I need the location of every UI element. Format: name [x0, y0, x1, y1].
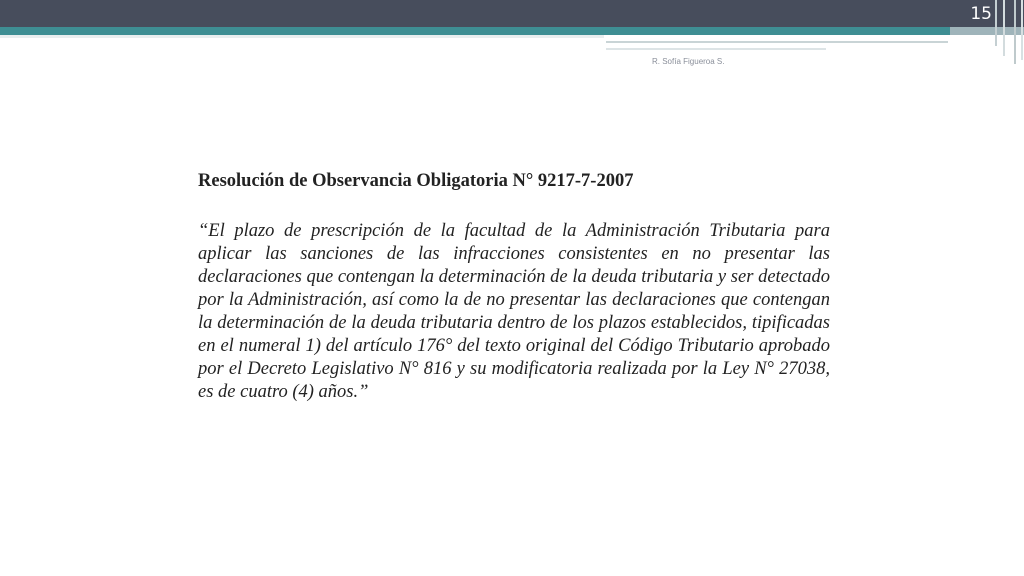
quote-paragraph: “El plazo de prescripción de la facultad de la Administración Tributaria para aplicar las sanciones de las infracciones consistentes en no presentar las declaraciones que contengan la determinación de la deuda tributaria y ser detectado por la Administración, así como la de no presentar las declaraciones que contengan la determinación de la deuda tributaria dentro de los plazos establecidos, tipificadas en el numeral 1) del artículo 176° del texto original del Código Tributario aprobado por el Decreto Legislativo N° 816 y su modificatoria realizada por la Ley N° 27038, es de cuatro (4) años.” [198, 221, 830, 402]
decorative-vertical-line [1003, 0, 1005, 56]
slide-number: 15 [970, 4, 992, 24]
decorative-vertical-line [995, 0, 997, 46]
header-accent-teal [0, 27, 950, 35]
slide-heading: Resolución de Observancia Obligatoria N° 9217-7-2007 [198, 171, 634, 191]
decorative-line [606, 48, 826, 50]
header-band [0, 0, 1024, 27]
decorative-vertical-line [1021, 0, 1023, 60]
decorative-vertical-line [1014, 0, 1016, 64]
header-underline [0, 35, 604, 38]
decorative-line [606, 41, 948, 43]
author-credit: R. Sofía Figueroa S. [652, 57, 725, 66]
